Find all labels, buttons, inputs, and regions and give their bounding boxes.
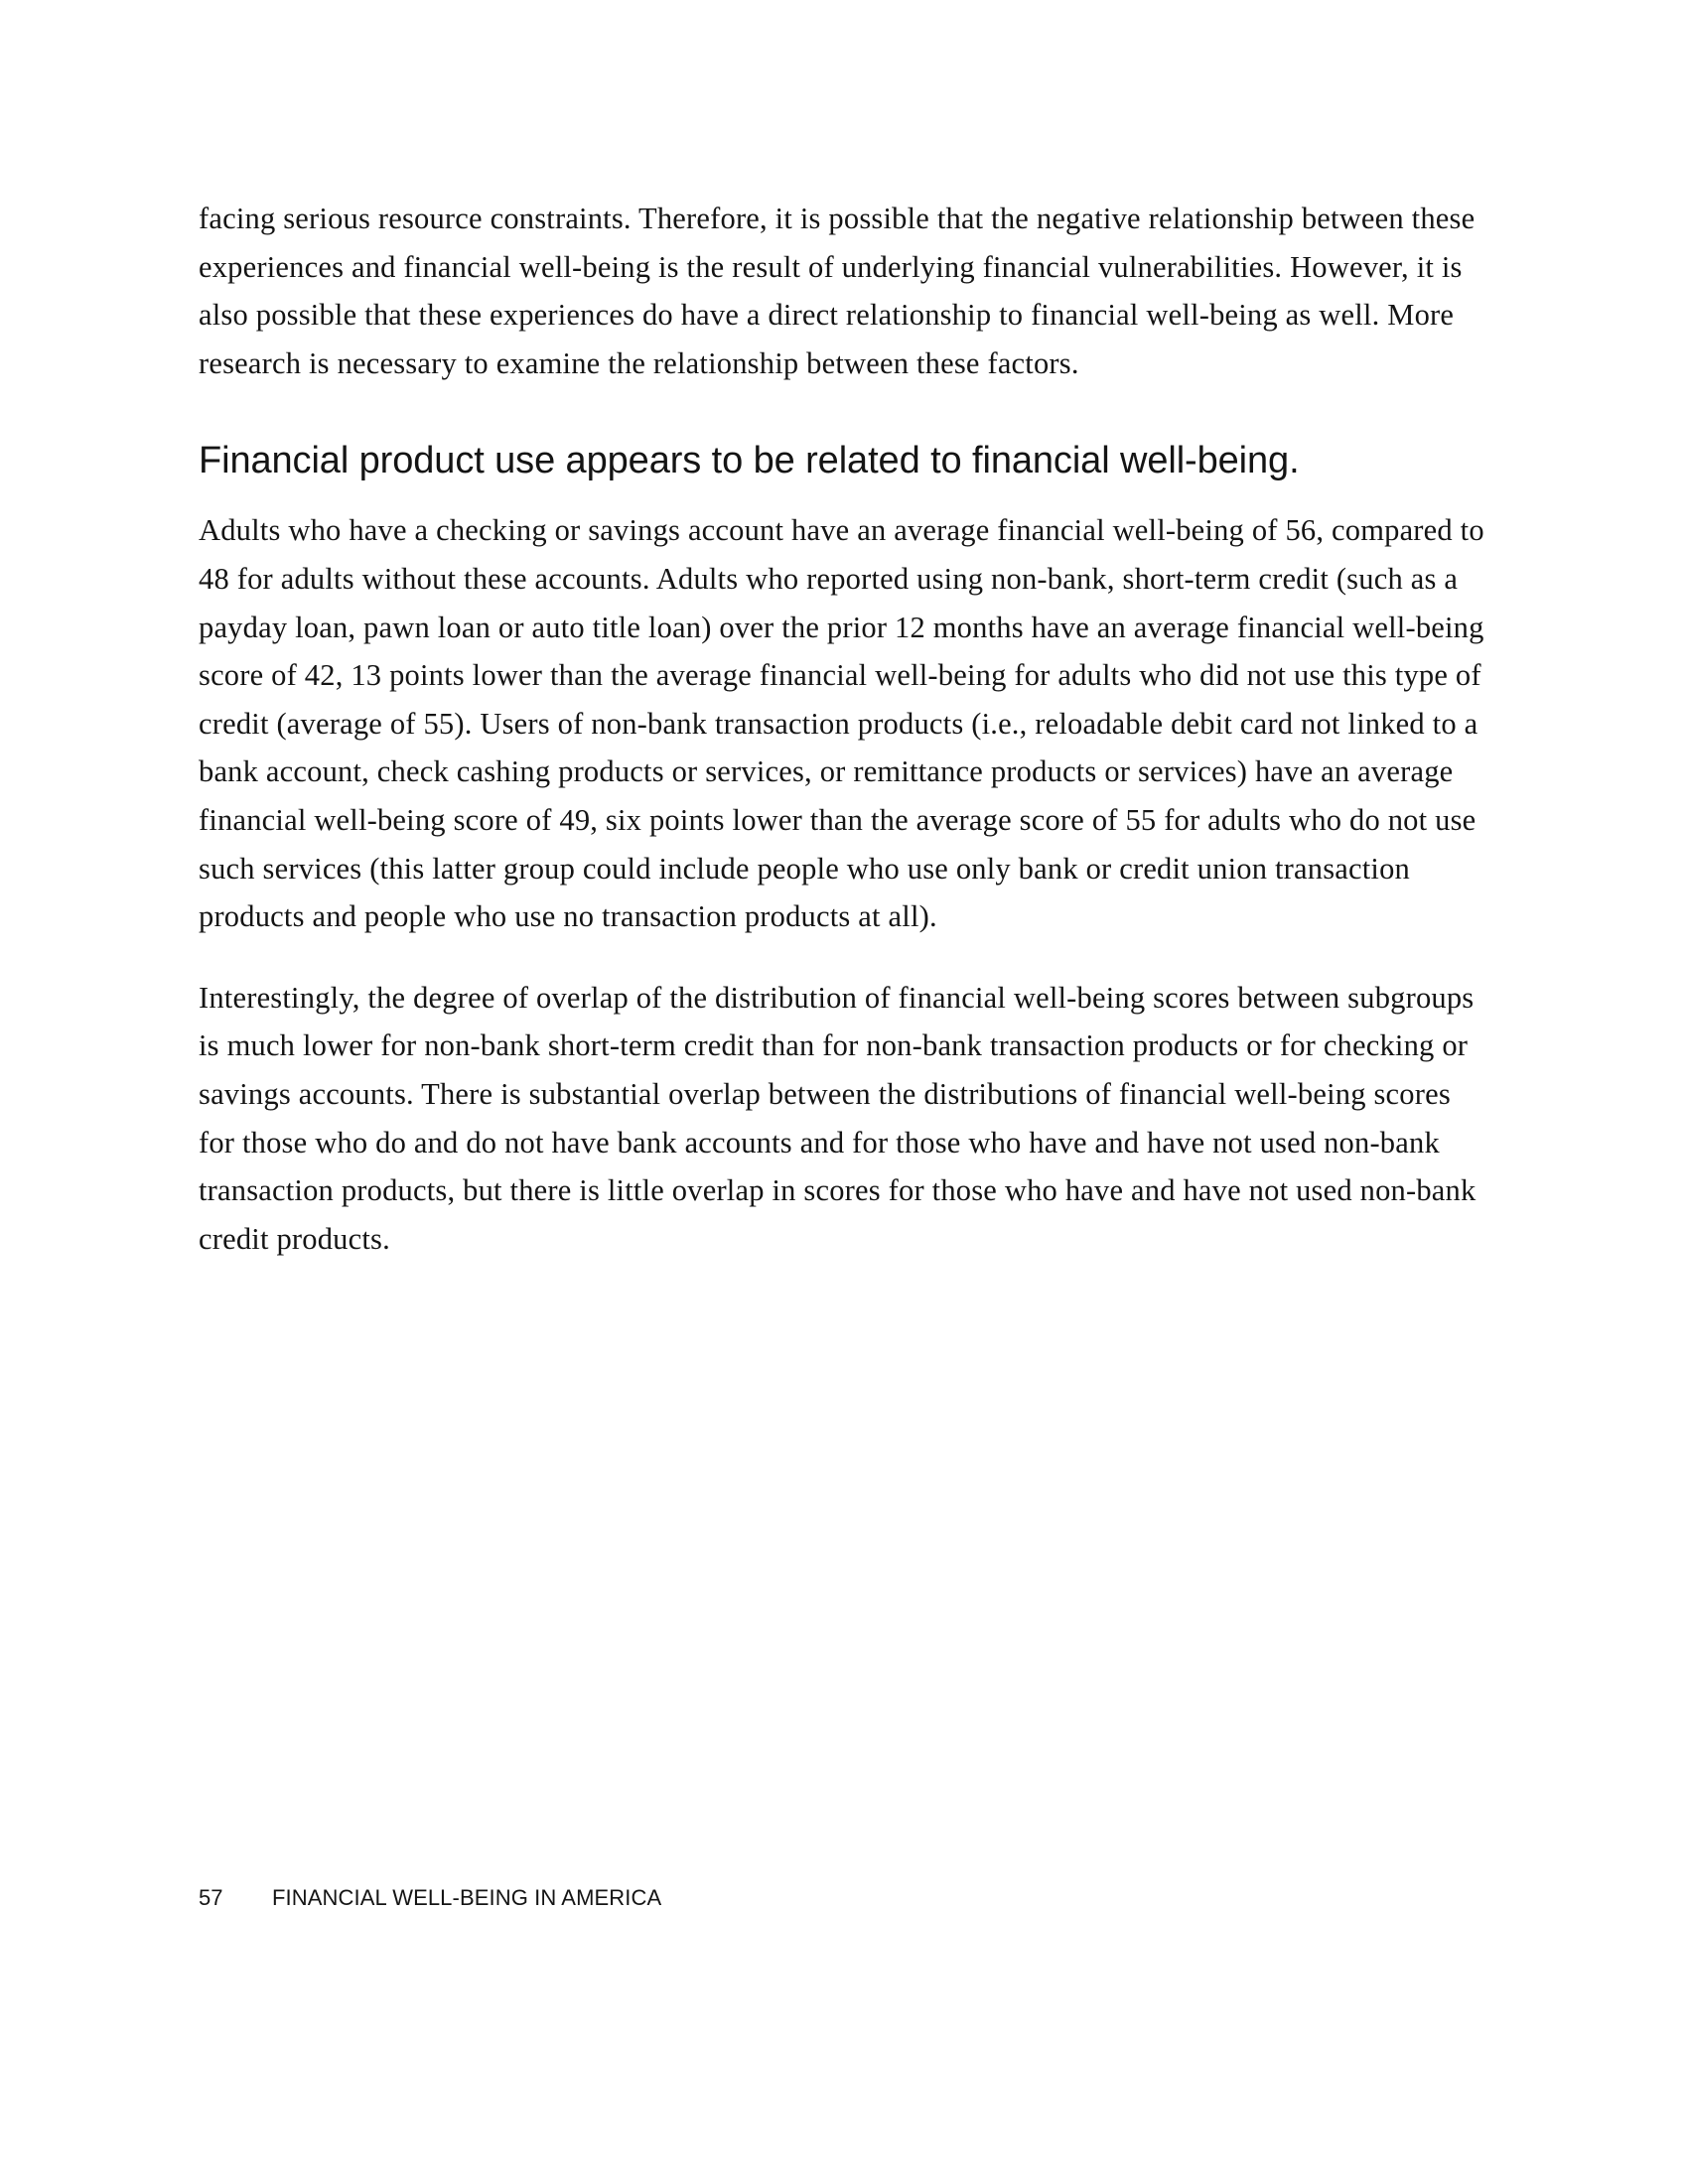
section-heading: Financial product use appears to be related to financial well-being.	[199, 440, 1300, 482]
spacer	[199, 941, 1489, 974]
spacer	[199, 484, 1489, 506]
page-content	[199, 195, 1489, 1263]
page-footer	[199, 1884, 661, 1912]
body-paragraph-1: Adults who have a checking or savings account have an average financial well-being of 56, compared to 48 for adults without these accounts. Adults who reported using non-bank, short-term credit (such as a payday loan, pawn loan or auto title loan) over the prior 12 months have an average financial well-being score of 42, 13 points lower than the average financial well-being for adults who did not use this type of credit (average of 55). Users of non-bank transaction products (i.e., reloadable debit card not linked to a bank account, check cashing products or services, or remittance products or services) have an average financial well-being score of 49, six points lower than the average score of 55 for adults who do not use such services (this latter group could include people who use only bank or credit union transaction products and people who use no transaction products at all).	[199, 513, 1484, 934]
page-number: 57	[199, 1885, 223, 1910]
running-title: FINANCIAL WELL-BEING IN AMERICA	[272, 1885, 662, 1910]
body-paragraph-2: Interestingly, the degree of overlap of the distribution of financial well-being scores between subgroups is much lower for non-bank short-term credit than for non-bank transaction products or for checking or savings accounts. There is substantial overlap between the distributions of financial well-being scores for those who do and do not have bank accounts and for those who have and have not used non-bank transaction products, but there is little overlap in scores for those who have and have not used non-bank credit products.	[199, 980, 1477, 1256]
spacer	[199, 387, 1489, 437]
intro-paragraph: facing serious resource constraints. Therefore, it is possible that the negative relationship between these experiences and financial well-being is the result of underlying financial vulnerabilities. However, it is also possible that these experiences do have a direct relationship to financial well-being as well. More research is necessary to examine the relationship between these factors.	[199, 202, 1476, 380]
